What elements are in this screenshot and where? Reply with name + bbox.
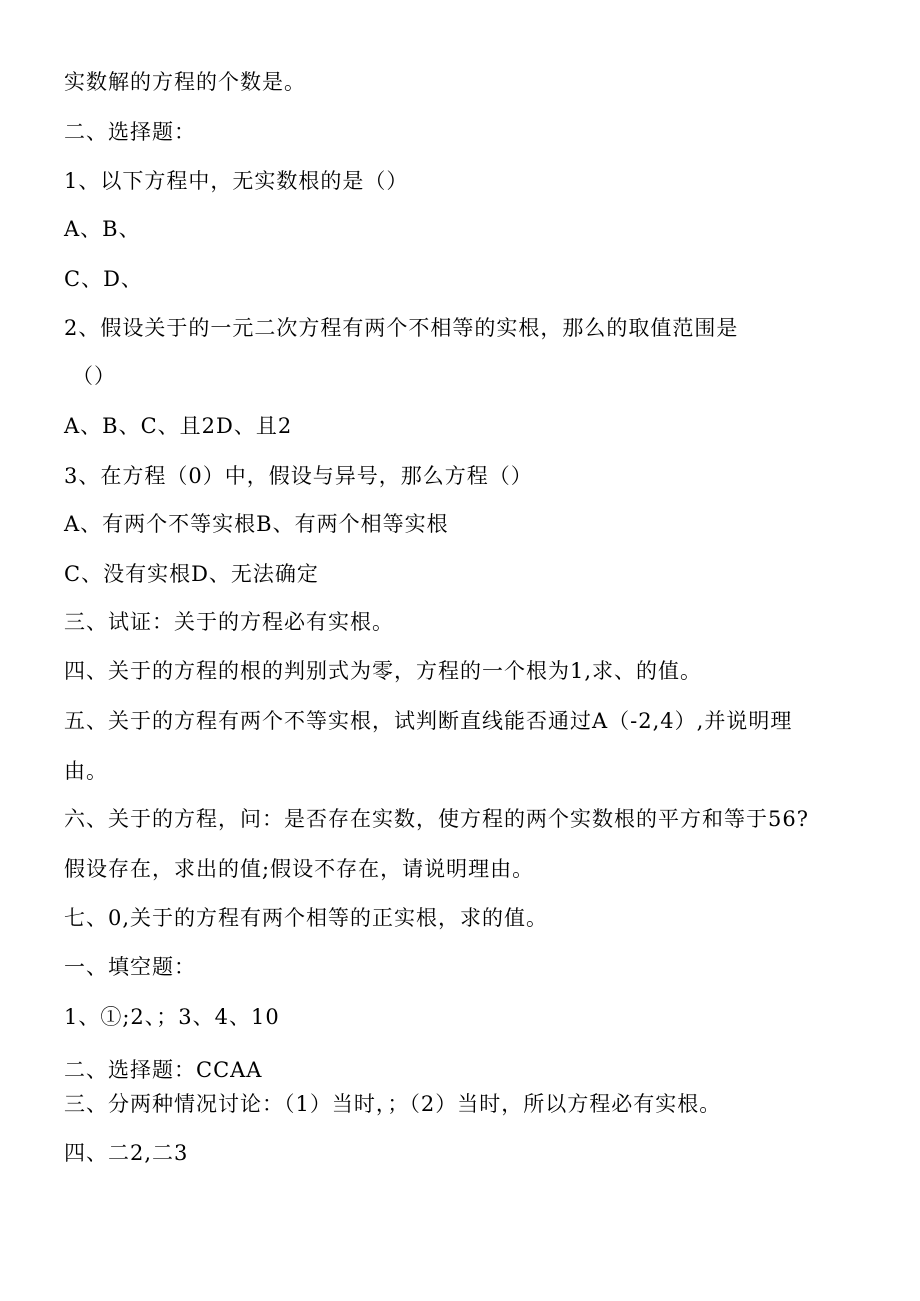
question-2-bracket: （） <box>72 364 116 388</box>
text-line-continuation: 实数解的方程的个数是。 <box>64 70 306 94</box>
question-2-options: A、B、C、且2D、且2 <box>64 414 293 438</box>
answer-heading-fill: 一、填空题： <box>64 955 196 979</box>
section-five: 五、关于的方程有两个不等实根，试判断直线能否通过A（-2,4）,并说明理 <box>64 709 793 733</box>
section-five-continued: 由。 <box>64 759 108 783</box>
question-1-options-cd: C、D、 <box>64 267 143 291</box>
question-1: 1、以下方程中，无实数根的是（） <box>64 169 409 193</box>
section-heading-choice: 二、选择题： <box>64 120 196 144</box>
question-3: 3、在方程（0）中，假设与异号，那么方程（） <box>64 464 533 488</box>
section-four: 四、关于的方程的根的判别式为零，方程的一个根为1,求、的值。 <box>64 659 703 683</box>
answer-choice: 二、选择题：CCAA <box>64 1058 263 1082</box>
section-six-continued: 假设存在，求出的值;假设不存在，请说明理由。 <box>64 857 535 881</box>
question-3-options-ab: A、有两个不等实根B、有两个相等实根 <box>64 512 449 536</box>
question-3-options-cd: C、没有实根D、无法确定 <box>64 562 319 586</box>
answer-four: 四、二2,二3 <box>64 1141 189 1165</box>
answer-three: 三、分两种情况讨论：（1）当时，；（2）当时，所以方程必有实根。 <box>64 1092 722 1116</box>
section-seven: 七、0,关于的方程有两个相等的正实根，求的值。 <box>64 906 549 930</box>
question-1-options-ab: A、B、 <box>64 217 141 241</box>
section-six: 六、关于的方程，问：是否存在实数，使方程的两个实数根的平方和等于56? <box>64 807 809 831</box>
question-2: 2、假设关于的一元二次方程有两个不相等的实根，那么的取值范围是 <box>64 316 739 340</box>
section-three-proof: 三、试证：关于的方程必有实根。 <box>64 610 394 634</box>
answer-fill-values: 1、①;2、；3、4、10 <box>64 1005 280 1029</box>
